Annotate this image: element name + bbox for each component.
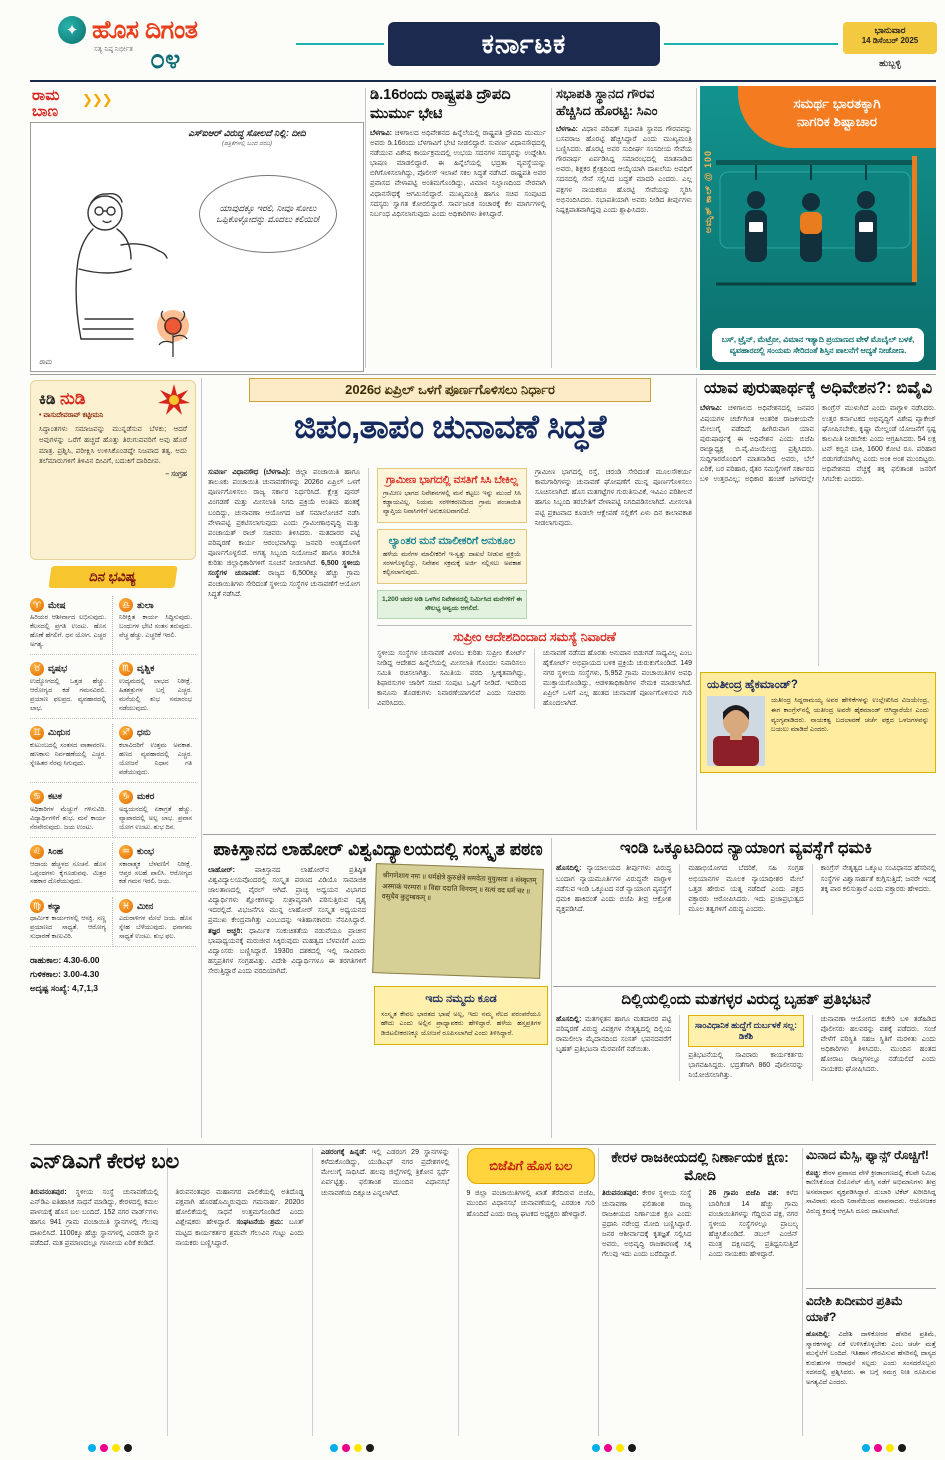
article-body: 9 ಜಿಲ್ಲಾ ಪಂಚಾಯಿತಿಗಳಲ್ಲಿ ಖಾತೆ ತೆರೆದಿರುವ ಬಿಜೆಪಿ, ಮುಂದಿನ ವಿಧಾನಸಭೆ ಚುನಾವಣೆಯಲ್ಲಿ ಎರಡಂಕಿ ಗುರಿ ಹೊಂದಿದೆ ಎಂದು ರಾಜ್ಯ ಘಟಕದ ಅಧ್ಯಕ್ಷರು ಹೇಳಿದ್ದಾರೆ. xyxy=(466,1190,595,1218)
ad-banner-line2: ನಾಗರಿಕ ಶಿಷ್ಟಾಚಾರ xyxy=(797,114,877,130)
article-headline: ಕೇರಳ ರಾಜಕೀಯದಲ್ಲಿ ನಿರ್ಣಾಯಕ ಕ್ಷಣ: ಮೋದಿ xyxy=(611,1149,789,1184)
article-body: ಕಳೆದ ಬಾರಿಗಿಂತ 14 ಹೆಚ್ಚು ಗ್ರಾಮ ಪಂಚಾಯಿತಿಗಳನ್ನು ಗೆದ್ದಿರುವ ಪಕ್ಷ, ನಗರ ಸ್ಥಳೀಯ ಸಂಸ್ಥೆಗಳಲ್ಲೂ ಪ್ರಾಬಲ್ಯ ಹೆಚ್ಚಿಸಿಕೊಂಡಿದೆ. ಡಬಲ್ ಎಂಜಿನ್ ಮಂತ್ರ ದಕ್ಷಿಣದಲ್ಲಿ ಪ್ರತಿಧ್ವನಿಸುತ್ತಿದೆ ಎಂದು ನಾಯಕರು ಹೇಳಿದ್ದಾರೆ. xyxy=(708,1190,798,1259)
horoscope-entry: ♏ ವೃಶ್ಚಿಕ ಉದ್ಯಮದಲ್ಲಿ ಲಾಭದ ನಿರೀಕ್ಷೆ. ಹಿತಶತ್ರುಗಳ ಬಗ್ಗೆ ಎಚ್ಚರ. ಮನೆಯಲ್ಲಿ ಶುಭ ಸಮಾರಂಭ ನಡೆಯುವುದು. xyxy=(113,660,196,719)
politician-photo xyxy=(707,696,765,766)
lead-body-2: ಗ್ರಾಮೀಣ ಭಾಗದಲ್ಲಿ ರಸ್ತೆ, ಚರಂಡಿ ಸೇರಿದಂತೆ ಮೂಲಸೌಕರ್ಯ ಕಾಮಗಾರಿಗಳನ್ನು ಚುನಾವಣೆ ಘೋಷಣೆಗೆ ಮುನ್ನ ಪೂರ್ಣಗೊಳಿಸಲು ಸೂಚಿಸಲಾಗಿದೆ. ಹೊಸ ಮತಗಟ್ಟೆಗಳ ಗುರುತಿಸುವಿಕೆ, ಇವಿಎಂ ಪರಿಶೀಲನೆ ಹಾಗೂ ಸಿಬ್ಬಂದಿ ತರಬೇತಿಗೆ ವೇಳಾಪಟ್ಟಿ ನಿಗದಿಪಡಿಸಲಾಗಿದೆ. ಮೀಸಲಾತಿ ಪಟ್ಟಿ ಪ್ರಕಟವಾದ ಕೂಡಲೇ ಆಕ್ಷೇಪಣೆ ಸಲ್ಲಿಕೆಗೆ ಏಳು ದಿನ ಕಾಲಾವಕಾಶ ನೀಡಲಾಗುವುದು. xyxy=(535,469,692,527)
fact-box-stack xyxy=(377,468,527,619)
fact-box-note: 1,200 ಚದರ ಅಡಿ ಒಳಗಿನ ನಿವೇಶನದಲ್ಲಿ ನಿರ್ಮಿಸಿದ ಮನೆಗಳಿಗೆ ಈ ಸೌಲಭ್ಯ ಅನ್ವಯ ಆಗಲಿದೆ. xyxy=(377,590,527,618)
date-box xyxy=(843,22,937,54)
lead-body-3: ಸ್ಥಳೀಯ ಸಂಸ್ಥೆಗಳ ಚುನಾವಣೆ ವಿಳಂಬ ಕುರಿತು ಸುಪ್ರೀಂ ಕೋರ್ಟ್ ನೀಡಿದ್ದ ಆದೇಶದ ಹಿನ್ನೆಲೆಯಲ್ಲಿ ಮೀಸಲಾತಿ ಗೊಂದಲ ನಿವಾರಿಸಲು ಸಮಿತಿ ರಚಿಸಲಾಗಿತ್ತು. ಸಮಿತಿಯ ವರದಿ ಸ್ವೀಕೃತವಾಗಿದ್ದು, ಶಿಫಾರಸುಗಳ ಜಾರಿಗೆ ಸಚಿವ ಸಂಪುಟ ಒಪ್ಪಿಗೆ ನೀಡಿದೆ. ಇದರಿಂದ ಕಾನೂನು ತೊಡಕುಗಳು ನಿವಾರಣೆಯಾಗಲಿವೆ ಎಂದು ಸಚಿವರು ವಿವರಿಸಿದರು. xyxy=(377,649,526,708)
article-headline: ಪಾಕಿಸ್ತಾನದ ಲಾಹೋರ್ ವಿಶ್ವವಿದ್ಯಾಲಯದಲ್ಲಿ ಸಂಸ್ಕೃತ ಪಠಣ xyxy=(213,839,543,859)
article-headline: ಇಂಡಿ ಒಕ್ಕೂಟದಿಂದ ನ್ಯಾಯಾಂಗ ವ್ಯವಸ್ಥೆಗೆ ಧಮಕಿ xyxy=(620,839,872,857)
article-indi-judiciary xyxy=(556,838,936,982)
article-body: ಪಾಕಿಸ್ತಾನದ ಲಾಹೋರ್‌ನ ಪ್ರತಿಷ್ಠಿತ ವಿಶ್ವವಿದ್ಯಾಲಯವೊಂದರಲ್ಲಿ ಸಂಸ್ಕೃತ ಪಠಣದ ವಿಡಿಯೊ ಸಾಮಾಜಿಕ ಜಾಲತಾಣದಲ್ಲಿ ವೈರಲ್ ಆಗಿದೆ. ಪ್ರಾಚ್ಯ ಅಧ್ಯಯನ ವಿಭಾಗದ ವಿದ್ಯಾರ್ಥಿಗಳು ಶ್ಲೋಕಗಳನ್ನು ಸುಶ್ರಾವ್ಯವಾಗಿ ಪಠಿಸುತ್ತಿರುವ ದೃಶ್ಯ ಇದರಲ್ಲಿದೆ. ವಿಭಜನೆಗೂ ಮುನ್ನ ಲಾಹೋರ್ ಸಂಸ್ಕೃತ ಅಧ್ಯಯನದ ಪ್ರಮುಖ ಕೇಂದ್ರವಾಗಿತ್ತು ಎಂಬುದನ್ನು ಇತಿಹಾಸಕಾರರು ನೆನಪಿಸಿದ್ದಾರೆ. xyxy=(208,866,366,925)
print-registration-marks xyxy=(862,1444,906,1452)
article-col xyxy=(556,1015,671,1082)
daily-horoscope xyxy=(30,566,196,1138)
article-col xyxy=(30,1148,159,1436)
article-headline: ಡಿ.16ರಂದು ರಾಷ್ಟ್ರಪತಿ ದ್ರೌಪದಿ ಮುರ್ಮು ಭೇಟಿ xyxy=(370,87,511,122)
cartoon-subcaption: (ಪತ್ರಿಕೆಗಳಲ್ಲಿ ಬಂದ ವರದಿ) xyxy=(221,141,273,147)
cyan-dot xyxy=(88,1444,96,1452)
fact-box-body: ಗ್ರಾಮೀಣ ಭಾಗದ ನಿವೇಶನಗಳಲ್ಲಿ ಮನೆ ಕಟ್ಟಲು ಇನ್ನು ಮುಂದೆ ಸಿಸಿ ಕಡ್ಡಾಯವಿಲ್ಲ. ನಿಯಮ ಸರಳೀಕರಣದಿಂದ ಗ್ರಾಮ ಪಂಚಾಯಿತಿ ವ್ಯಾಪ್ತಿಯ ನಿವಾಸಿಗಳಿಗೆ ಅನುಕೂಲವಾಗಲಿದೆ. xyxy=(383,490,521,516)
dateline: ಸುವರ್ಣ ವಿಧಾನಸೌಧ (ಬೆಳಗಾವಿ): xyxy=(208,469,291,477)
rahu-kala: ರಾಹುಕಾಲ: 4.30-6.00 xyxy=(30,955,100,966)
divider xyxy=(696,378,697,830)
article-body: ತಿರುವನಂತಪುರ ಮಹಾನಗರ ಪಾಲಿಕೆಯಲ್ಲಿ ಅತಿದೊಡ್ಡ ಪಕ್ಷವಾಗಿ ಹೊರಹೊಮ್ಮಿರುವುದು ಗಮನಾರ್ಹ. 2020ರ ಹೋಲಿಕೆಯಲ್ಲಿ ಸಾಧನೆ ಉತ್ತಮಗೊಂಡಿದೆ ಎಂದು ವಿಶ್ಲೇಷಕರು ಹೇಳಿದ್ದಾರೆ. xyxy=(175,1189,304,1227)
lead-article-elections xyxy=(208,378,692,830)
yellow-dot xyxy=(354,1444,362,1452)
bjp-gain-badge: ಬಿಜೆಪಿಗೆ ಹೊಸ ಬಲ xyxy=(467,1148,596,1184)
divider xyxy=(365,88,366,368)
inline-subhead: ತಜ್ಞರ ಅಚ್ಚರಿ: xyxy=(208,927,250,935)
highlight-text: ರಾಜ್ಯದ 6,500ಕ್ಕೂ ಹೆಚ್ಚು ಗ್ರಾಮ ಪಂಚಾಯಿತಿಗಳು ಸೇರಿದಂತೆ ಸ್ಥಳೀಯ ಸಂಸ್ಥೆಗಳ ಚುನಾವಣೆಗೆ ಆಯೋಗ ಸಿದ್ಧತೆ ನಡೆಸಿದೆ. xyxy=(208,570,360,598)
manuscript-image: श्रीगणेशाय नमः ॥ धर्मक्षेत्रे कुरुक्षेत्रे समवेता युयुत्सवः ॥ संस्कृतम् अस्माकं परम्परा ॥ विद्या ददाति विनयम् ॥ सत्यं वद धर्मं चर ॥ वसुधैव कुटुम्बकम् ॥ xyxy=(372,863,544,979)
article-body: ಧಾರ್ಮಿಕ ಸಂಕುಚಿತತೆಯ ನಡುವೆಯೂ ಪ್ರಾಚೀನ ಭಾಷಾಧ್ಯಯನಕ್ಕೆ ಮರುಜೀವ ಸಿಕ್ಕಿರುವುದು ಮಹತ್ವದ ಬೆಳವಣಿಗೆ ಎಂದು ವಿದ್ವಾಂಸರು ಬಣ್ಣಿಸಿದ್ದಾರೆ. 1930ರ ದಶಕದಲ್ಲಿ ಇಲ್ಲಿ ಸಾವಿರಾರು ಹಸ್ತಪ್ರತಿಗಳ ಸಂಗ್ರಹವಿತ್ತು. ವಿದೇಶಿ ವಿದ್ಯಾರ್ಥಿಗಳೂ ಈ ತರಗತಿಗಳಿಗೆ ಸೇರುತ್ತಿದ್ದಾರೆ ಎಂದು ವರದಿಯಾಗಿದೆ. xyxy=(208,927,366,976)
zodiac-icon: ♐ xyxy=(119,726,133,740)
quote-attribution: • ವಾಸುದೇವರಾವ್ ಕಟ್ಟೀಮನಿ xyxy=(39,412,104,419)
date-label: 14 ಡಿಸೆಂಬರ್ 2025 xyxy=(861,35,919,45)
civic-etiquette-ad xyxy=(700,86,936,370)
box-body: ಸಂಸ್ಕೃತ ಕೇವಲ ಭಾರತದ ಭಾಷೆ ಅಲ್ಲ, ಇದು ನಮ್ಮ ನೆಲದ ಪರಂಪರೆಯೂ ಹೌದು ಎಂದು ಅಲ್ಲಿನ ಪ್ರಾಧ್ಯಾಪಕರು ಹೇಳಿದ್ದಾರೆ. ಹಳೆಯ ಹಸ್ತಪ್ರತಿಗಳ ಡಿಜಿಟಲೀಕರಣಕ್ಕೂ ಯೋಜನೆ ರೂಪಿಸಲಾಗಿದೆ ಎಂದು ತಿಳಿಸಿದ್ದಾರೆ. xyxy=(381,1010,541,1037)
paper-logo-icon: ✦ xyxy=(58,16,86,44)
divider xyxy=(553,986,936,987)
zodiac-icon: ♍ xyxy=(30,899,44,913)
zodiac-icon: ♏ xyxy=(119,662,133,676)
box-title: ಸಾಂವಿಧಾನಿಕ ಹುದ್ದೆಗೆ ದುರ್ಬಳಕೆ ಸಲ್ಲ: ಡಿಕೆಶಿ xyxy=(694,1019,797,1041)
horoscope-entry: ♋ ಕಟಕ ಅಧಿಕಾರಿಗಳ ಮೆಚ್ಚುಗೆ ಗಳಿಸುವಿರಿ. ವಿದ್ಯಾರ್ಥಿಗಳಿಗೆ ಶುಭ. ಮನೆ ಕಾರ್ಯ ನೆರವೇರುವುದು. ಜಯ ಉಂಟು. xyxy=(30,788,113,838)
divider xyxy=(30,80,936,82)
quote-body: ಸಿದ್ಧಾಂತಗಳು ಸಮಾಜವನ್ನು ಮುನ್ನಡೆಸುವ ಬೆಳಕು; ಆದರೆ ಅವುಗಳನ್ನು ಒರೆಗೆ ಹಚ್ಚದೆ ಹೊತ್ತು ತಿರುಗುವವರಿಗೆ ಅವು ಹೊರೆ ಮಾತ್ರ. ಪ್ರಶ್ನಿಸಿ, ಪರೀಕ್ಷಿಸಿ ಉಳಿಸಿಕೊಂಡದ್ದೇ ನಿಜವಾದ ತತ್ವ. ಅದು ತಲೆಮಾರುಗಳಿಗೆ ತಿಳಿವಿನ ದೀವಿಗೆ, ಬದುಕಿಗೆ ದಾರಿದೀಪ. xyxy=(39,424,187,466)
article-body: ಚಳಿಗಾಲದ ಅಧಿವೇಶನದಲ್ಲಿ ಜನಪರ ವಿಷಯಗಳ ಚರ್ಚೆಗಿಂತ ಆಂತರಿಕ ರಾಜಕೀಯವೇ ಮೇಲುಗೈ ಪಡೆದಿದೆ; ಹೀಗಿರುವಾಗ ಯಾವ ಪುರುಷಾರ್ಥಕ್ಕೆ ಈ ಅಧಿವೇಶನ ಎಂದು ಬಿಜೆಪಿ ರಾಜ್ಯಾಧ್ಯಕ್ಷ ಬಿ.ವೈ.ವಿಜಯೇಂದ್ರ ಪ್ರಶ್ನಿಸಿದರು. ಸುದ್ದಿಗಾರರೊಂದಿಗೆ ಮಾತನಾಡಿದ ಅವರು, ಬೆಲೆ ಏರಿಕೆ, ಬರ ಪರಿಹಾರ, ರೈತರ ಸಮಸ್ಯೆಗಳಿಗೆ ಸರ್ಕಾರದ ಬಳಿ ಉತ್ತರವಿಲ್ಲ; ಅಧಿಕಾರ ಹಂಚಿಕೆ ಜಗಳದಲ್ಲೇ ಕಾಂಗ್ರೆಸ್ ಮುಳುಗಿದೆ ಎಂದು ವಾಗ್ದಾಳಿ ನಡೆಸಿದರು. ಉತ್ತರ ಕರ್ನಾಟಕದ ಅಭಿವೃದ್ಧಿಗೆ ವಿಶೇಷ ಪ್ಯಾಕೇಜ್ ಘೋಷಿಸಬೇಕು, ಕೃಷ್ಣಾ ಮೇಲ್ದಂಡೆ ಯೋಜನೆಗೆ ಸ್ಪಷ್ಟ ಕಾಲಮಿತಿ ನೀಡಬೇಕು ಎಂದು ಆಗ್ರಹಿಸಿದರು. 54 ಲಕ್ಷ ಟನ್ ಕಬ್ಬಿನ ಬಾಕಿ, 1600 ಕೋಟಿ ರೂ. ಪರಿಹಾರ ಬಿಡುಗಡೆಯಾಗಿಲ್ಲ ಎಂದು ಅಂಕಿ ಅಂಶ ಮುಂದಿಟ್ಟರು. ಅಧಿವೇಶನದ ವೆಚ್ಚಕ್ಕೆ ತಕ್ಕ ಫಲಿತಾಂಶ ಜನರಿಗೆ ಸಿಗಬೇಕು ಎಂದರು. xyxy=(700,405,936,484)
fact-box-title: ಗ್ರಾಮೀಣ ಭಾಗದಲ್ಲಿ ವಸತಿಗೆ ಸಿಸಿ ಬೇಕಿಲ್ಲ xyxy=(385,474,519,487)
divider xyxy=(296,43,384,45)
lead-col-2 xyxy=(535,468,692,619)
cyan-dot xyxy=(330,1444,338,1452)
box-body: ಯತೀಂದ್ರ ಸಿದ್ದರಾಮಯ್ಯ ಅವರ ಹೇಳಿಕೆಗಳನ್ನು ಉಲ್ಲೇಖಿಸಿದ ವಿಜಯೇಂದ್ರ, ಈಗ ಕಾಂಗ್ರೆಸ್‌ನಲ್ಲಿ ಯತೀಂದ್ರ ಅವರೇ ಹೈಕಮಾಂಡ್ ಆಗಿದ್ದಾರೆಯೇ ಎಂದು ವ್ಯಂಗ್ಯವಾಡಿದರು. ನಾಯಕತ್ವ ಬದಲಾವಣೆ ಚರ್ಚೆ ಪಕ್ಷದ ಒಳಜಗಳವನ್ನು ಬಯಲು ಮಾಡಿದೆ ಎಂದರು. xyxy=(771,697,929,734)
star-burst-icon xyxy=(157,383,191,417)
zodiac-icon: ♑ xyxy=(119,790,133,804)
black-dot xyxy=(124,1444,132,1452)
divider xyxy=(203,834,936,835)
article-messi xyxy=(806,1148,936,1284)
zodiac-icon: ♈ xyxy=(30,598,44,612)
lead-subhead: ಸುಪ್ರೀಂ ಆದೇಶದಿಂದಾದ ಸಮಸ್ಯೆ ನಿವಾರಣೆ xyxy=(377,625,692,645)
divider xyxy=(30,1144,936,1145)
horoscope-entry: ♓ ಮೀನ ಎದುರಾಳಿಗಳ ಮೇಲೆ ಜಯ. ಹೊಸ ಸ್ನೇಹ ಬೆಳೆಯುವುದು. ಧನಾಗಮ ಸಾಧ್ಯತೆ ಉಂಟು. ಶುಭ ಫಲ. xyxy=(113,897,196,947)
article-body: ಕೇರಳ ಸ್ಥಳೀಯ ಸಂಸ್ಥೆ ಚುನಾವಣಾ ಫಲಿತಾಂಶ ರಾಜ್ಯ ರಾಜಕೀಯದ ನಿರ್ಣಾಯಕ ಕ್ಷಣ ಎಂದು ಪ್ರಧಾನಿ ನರೇಂದ್ರ ಮೋದಿ ಬಣ್ಣಿಸಿದ್ದಾರೆ. ಜನರ ಆಶೀರ್ವಾದಕ್ಕೆ ಕೃತಜ್ಞತೆ ಸಲ್ಲಿಸಿದ ಅವರು, ಅಭಿವೃದ್ಧಿ ರಾಜಕಾರಣಕ್ಕೆ ಸಿಕ್ಕ ಗೆಲುವು ಇದು ಎಂದು ಬರೆದಿದ್ದಾರೆ. xyxy=(602,1190,692,1259)
dateline: ತಿರುವನಂತಪುರ: xyxy=(602,1190,639,1198)
lead-col-3 xyxy=(377,649,526,710)
article-col xyxy=(556,864,671,915)
article-body: ಚಳಿಗಾಲದ ಅಧಿವೇಶನದ ಹಿನ್ನೆಲೆಯಲ್ಲಿ ರಾಷ್ಟ್ರಪತಿ ದ್ರೌಪದಿ ಮುರ್ಮು ಅವರು ಡಿ.16ರಂದು ಬೆಳಗಾವಿಗೆ ಭೇಟಿ ನೀಡಲಿದ್ದಾರೆ. ಸುವರ್ಣ ವಿಧಾನಸೌಧದಲ್ಲಿ ನಡೆಯುವ ವಿಶೇಷ ಕಾರ್ಯಕ್ರಮದಲ್ಲಿ ಉಭಯ ಸದನಗಳ ಸದಸ್ಯರನ್ನು ಉದ್ದೇಶಿಸಿ ಭಾಷಣ ಮಾಡಲಿದ್ದಾರೆ. ಈ ಹಿನ್ನೆಲೆಯಲ್ಲಿ ಭದ್ರತಾ ವ್ಯವಸ್ಥೆಯನ್ನು ಬಿಗಿಗೊಳಿಸಲಾಗಿದ್ದು, ಪೊಲೀಸ್ ಇಲಾಖೆ ಸಕಲ ಸಿದ್ಧತೆ ನಡೆಸಿದೆ. ರಾಷ್ಟ್ರಪತಿ ಅವರ ಪ್ರವಾಸದ ವೇಳಾಪಟ್ಟಿ ಅಂತಿಮಗೊಂಡಿದ್ದು, ವಿಮಾನ ನಿಲ್ದಾಣದಿಂದ ನೇರವಾಗಿ ವಿಧಾನಸೌಧಕ್ಕೆ ಆಗಮಿಸಲಿದ್ದಾರೆ. ಮುಖ್ಯಮಂತ್ರಿ ಹಾಗೂ ಸಚಿವ ಸಂಪುಟದ ಸದಸ್ಯರು ಸ್ವಾಗತ ಕೋರಲಿದ್ದಾರೆ. ಸಾರ್ವಜನಿಕ ಸಂಚಾರಕ್ಕೆ ಕೆಲ ಮಾರ್ಗಗಳಲ್ಲಿ ನಿರ್ಬಂಧ ವಿಧಿಸಲಾಗುವುದು ಎಂದು ಅಧಿಕಾರಿಗಳು ತಿಳಿಸಿದ್ದಾರೆ. xyxy=(370,129,546,218)
article-col xyxy=(602,1189,692,1260)
article-body: ಮತಗಳ್ಳತನ ಹಾಗೂ ಮತದಾರರ ಪಟ್ಟಿ ಪರಿಷ್ಕರಣೆ ವಿರುದ್ಧ ವಿಪಕ್ಷಗಳ ನೇತೃತ್ವದಲ್ಲಿ ದಿಲ್ಲಿಯ ರಾಮಲೀಲಾ ಮೈದಾನದಿಂದ ಸಂಸತ್ ಭವನದವರೆಗೆ ಬೃಹತ್ ಪ್ರತಿಭಟನಾ ಮೆರವಣಿಗೆ ನಡೆಯಿತು. xyxy=(556,1015,672,1053)
fact-box-title: ಲ್ಯಾಂತರ ಮನೆ ಮಾಲೀಕರಿಗೆ ಅನುಕೂಲ xyxy=(388,535,516,548)
article-lahore-sanskrit xyxy=(208,838,548,1138)
chevrons-icon: ❯❯❯ xyxy=(82,92,112,107)
article-headline: ಮಿನಾದ ಮೆಸ್ಸಿ, ಫ್ಯಾನ್ಸ್ ರೊಚ್ಚಿಗೆ! xyxy=(806,1148,929,1162)
horoscope-entry: ♈ ಮೇಷ ಹಿರಿಯರ ಆಶೀರ್ವಾದ ಲಭಿಸುವುದು. ಕೆಲಸದಲ್ಲಿ ಪ್ರಗತಿ ಉಂಟು. ಹೊಸ ಹೊಣೆ ಹೆಗಲಿಗೆ. ಧನ ಯೋಗ. ಎಚ್ಚರ ಅಗತ್ಯ. xyxy=(30,596,113,655)
magenta-dot xyxy=(604,1444,612,1452)
ad-banner xyxy=(738,86,936,148)
article-murmu-visit xyxy=(370,86,546,370)
cartoon-column-label xyxy=(32,88,60,120)
article-body: ಚುನಾವಣಾ ಆಯೋಗದ ಕಚೇರಿ ಬಳಿ ತಡೆಹಿಡಿದ ಪೊಲೀಸರು ಹಲವರನ್ನು ವಶಕ್ಕೆ ಪಡೆದರು. ಸಂಜೆ ವೇಳೆಗೆ ಪರಿಸ್ಥಿತಿ ಸಹಜ ಸ್ಥಿತಿಗೆ ಮರಳಿತು ಎಂದು ಅಧಿಕಾರಿಗಳು ತಿಳಿಸಿದರು. ಮುಂದಿನ ಹಂತದ ಹೋರಾಟ ರಾಜ್ಯಗಳಲ್ಲೂ ನಡೆಯಲಿದೆ ಎಂದು ನಾಯಕರು ಘೋಷಿಸಿದರು. xyxy=(820,1015,936,1074)
article-col xyxy=(700,1189,799,1260)
divider xyxy=(802,1148,803,1436)
kidi-nudi-quote-box xyxy=(30,380,196,560)
article-headline: ವಿದೇಶಿ ಖದೀಮರ ಪ್ರತಿಮೆ ಯಾಕೆ? xyxy=(806,1294,903,1324)
divider xyxy=(696,88,697,368)
article-col xyxy=(812,864,936,915)
dateline: ಬೆಳಗಾವಿ: xyxy=(700,405,722,413)
cartoonist-signature: ರಾಮ xyxy=(39,359,52,366)
lucky-numbers: ಅದೃಷ್ಟ ಸಂಖ್ಯೆ: 4,7,1,3 xyxy=(30,982,99,993)
dateline: ಹೊಸದಿಲ್ಲಿ: xyxy=(806,1331,830,1339)
article-body-columns xyxy=(700,404,936,666)
article-col xyxy=(679,1015,803,1082)
cyan-dot xyxy=(862,1444,870,1452)
page-number: ೦೪ xyxy=(150,44,181,74)
inline-subhead: ಸಂಘಟನೆಯ ಶ್ರಮ: xyxy=(236,1219,289,1227)
article-body: ಪ್ರತಿಭಟನೆಯಲ್ಲಿ ಸಾವಿರಾರು ಕಾರ್ಯಕರ್ತರು ಭಾಗವಹಿಸಿದ್ದರು. ಭದ್ರತೆಗಾಗಿ 860 ಪೊಲೀಸರನ್ನು ನಿಯೋಜಿಸಲಾಗಿತ್ತು. xyxy=(688,1051,804,1079)
lead-headline: ಜಿಪಂ,ತಾಪಂ ಚುನಾವಣೆ ಸಿದ್ಧತೆ xyxy=(294,408,606,445)
lead-col-4 xyxy=(534,649,692,710)
yellow-dot xyxy=(616,1444,624,1452)
article-nda-kerala xyxy=(30,1148,595,1436)
dateline: ಕೊಚ್ಚಿ: xyxy=(806,1169,821,1177)
nudi-title: ನುಡಿ xyxy=(59,389,86,408)
divider xyxy=(664,43,838,45)
yellow-dot xyxy=(886,1444,894,1452)
cartoon-label-line1: ರಾಮ xyxy=(32,87,60,104)
zodiac-icon: ♎ xyxy=(119,598,133,612)
fact-box-owners xyxy=(377,529,527,584)
horoscope-title: ದಿನ ಭವಿಷ್ಯ xyxy=(48,566,177,588)
commuters-illustration xyxy=(716,156,922,288)
horoscope-grid xyxy=(30,596,196,947)
print-registration-marks xyxy=(592,1444,636,1452)
box-title: ಇದು ನಮ್ಮದು ಕೂಡ xyxy=(425,992,497,1005)
dateline: ಲಾಹೋರ್: xyxy=(208,866,235,874)
article-body: ಕೇರಳ ಪ್ರವಾಸದ ವೇಳೆ ಕ್ರೀಡಾಂಗಣದಲ್ಲಿ ಕೆಲವೇ ನಿಮಿಷ ಕಾಣಿಸಿಕೊಂಡ ಲಿಯೊನೆಲ್ ಮೆಸ್ಸಿ ನಡೆಗೆ ಅಭಿಮಾನಿಗಳು ತೀವ್ರ ಅಸಮಾಧಾನ ವ್ಯಕ್ತಪಡಿಸಿದ್ದಾರೆ. ದುಬಾರಿ ಟಿಕೆಟ್ ಖರೀದಿಸಿದ್ದ ಸಾವಿರಾರು ಮಂದಿ ನಿರಾಸೆಯಿಂದ ವಾಪಸಾದರು. ಆಯೋಜಕರ ವಿರುದ್ಧ ಕ್ರಮಕ್ಕೆ ಆಗ್ರಹಿಸಿ ದೂರು ದಾಖಲಾಗಿದೆ. xyxy=(806,1169,936,1215)
article-col xyxy=(208,866,366,1046)
quote-box xyxy=(374,986,548,1046)
horoscope-entry: ♑ ಮಕರ ಅಧ್ಯಯನದಲ್ಲಿ ಏಕಾಗ್ರತೆ ಹೆಚ್ಚು. ವ್ಯಾಪಾರದಲ್ಲಿ ಅಲ್ಪ ಲಾಭ. ಪ್ರವಾಸ ಯೋಗ ಉಂಟು. ಶುಭ ದಿನ. xyxy=(113,788,196,838)
horoscope-entry: ♌ ಸಿಂಹ ಆದಾಯ ಹೆಚ್ಚಳದ ಸೂಚನೆ. ಹೊಸ ಒಪ್ಪಂದಗಳು ಕೈಗೂಡುವವು. ಮಿತ್ರರ ಸಹಕಾರ ದೊರೆಯುವುದು. xyxy=(30,843,113,893)
dateline: ಬೆಳಗಾವಿ: xyxy=(370,129,392,137)
cartoon-panel xyxy=(30,122,364,372)
dks-quote-box xyxy=(688,1015,803,1047)
article-col xyxy=(812,1015,936,1082)
kicker-strip: 2026ರ ಏಪ್ರಿಲ್ ಒಳಗೆ ಪೂರ್ಣಗೊಳಿಸಲು ನಿರ್ಧಾರ xyxy=(249,378,651,402)
magenta-dot xyxy=(342,1444,350,1452)
inline-subhead: ಎಡರಂಗಕ್ಕೆ ಹಿನ್ನಡೆ: xyxy=(321,1149,372,1156)
article-body: ನ್ಯಾಯಾಲಯದ ತೀರ್ಪುಗಳು ವಿರುದ್ಧ ಬಂದಾಗ ನ್ಯಾಯಮೂರ್ತಿಗಳ ವಿರುದ್ಧವೇ ವಾಗ್ದಾಳಿ ನಡೆಸುವ ಇಂಡಿ ಒಕ್ಕೂಟದ ನಡೆ ನ್ಯಾಯಾಂಗ ವ್ಯವಸ್ಥೆಗೆ ಧಮಕಿ ಹಾಕಿದಂತೆ ಎಂದು ಬಿಜೆಪಿ ತೀವ್ರ ಆಕ್ರೋಶ ವ್ಯಕ್ತಪಡಿಸಿದೆ. xyxy=(556,865,672,913)
article-delhi-protest xyxy=(556,990,936,1138)
article-body: ವಿಧಾನ ಪರಿಷತ್ ಸಭಾಪತಿ ಸ್ಥಾನದ ಗೌರವವನ್ನು ಬಸವರಾಜ ಹೊರಟ್ಟಿ ಹೆಚ್ಚಿಸಿದ್ದಾರೆ ಎಂದು ಮುಖ್ಯಮಂತ್ರಿ ಬಣ್ಣಿಸಿದರು. ಹೊರಟ್ಟಿ ಅವರ ಸುದೀರ್ಘ ಸಂಸದೀಯ ಸೇವೆಯ ಗೌರವಾರ್ಥ ಏರ್ಪಡಿಸಿದ್ದ ಸಮಾರಂಭದಲ್ಲಿ ಮಾತನಾಡಿದ ಅವರು, ಶಿಕ್ಷಕರ ಕ್ಷೇತ್ರದಿಂದ ಆಯ್ಕೆಯಾಗಿ ದಾಖಲೆಯ ಅವಧಿಗೆ ಸದನದಲ್ಲಿ ಸೇವೆ ಸಲ್ಲಿಸಿದ ಬದ್ಧತೆ ಮಾದರಿ ಎಂದರು. ಎಲ್ಲ ಪಕ್ಷಗಳ ನಾಯಕರೂ ಹೊರಟ್ಟಿ ಸೇವೆಯನ್ನು ಸ್ಮರಿಸಿ ಅಭಿನಂದಿಸಿದರು. ಸಭಾಪತಿಯಾಗಿ ಅವರು ನೀಡಿದ ತೀರ್ಪುಗಳು ನಿಷ್ಪಕ್ಷಪಾತವಾಗಿದ್ದವು ಎಂದು ಶ್ಲಾಘಿಸಿದರು. xyxy=(556,125,692,214)
dateline: ಬೆಳಗಾವಿ: xyxy=(556,125,578,133)
gulika-kala: ಗುಳಿಕಕಾಲ: 3.00-4.30 xyxy=(30,968,100,979)
article-col xyxy=(679,864,803,915)
fact-box-housing xyxy=(377,468,527,523)
black-dot xyxy=(628,1444,636,1452)
dateline: ಹೊಸದಿಲ್ಲಿ: xyxy=(556,1015,582,1023)
article-col xyxy=(312,1148,450,1436)
zodiac-icon: ♋ xyxy=(30,790,44,804)
dateline: ಹೊಸದಿಲ್ಲಿ: xyxy=(556,865,582,873)
article-body: ಬೂತ್ ಮಟ್ಟದ ಕಾರ್ಯಕರ್ತರ ಶ್ರಮವೇ ಗೆಲುವಿನ ಗುಟ್ಟು ಎಂದು ನಾಯಕರು ಬಣ್ಣಿಸಿದ್ದಾರೆ. xyxy=(175,1219,304,1247)
divider xyxy=(30,374,936,375)
article-headline: ಯಾವ ಪುರುಷಾರ್ಥಕ್ಕೆ ಅಧಿವೇಶನ?: ಬಿವೈವಿ xyxy=(703,379,933,397)
highlight-label: 6,500 ಸ್ಥಳೀಯ ಸಂಸ್ಥೆಗಳ ಚುನಾವಣೆ: xyxy=(208,560,360,578)
article-headline: ಎನ್‌ಡಿಎಗೆ ಕೇರಳ ಬಲ xyxy=(30,1150,180,1173)
article-horatti xyxy=(556,86,692,370)
article-body: ವಿದೇಶಿ ದಾಳಿಕೋರರ ಹೆಸರಿನ ಪ್ರತಿಮೆ, ಸ್ಮಾರಕಗಳನ್ನು ಏಕೆ ಉಳಿಸಿಕೊಳ್ಳಬೇಕು ಎಂಬ ಚರ್ಚೆ ಮತ್ತೆ ಮುನ್ನೆಲೆಗೆ ಬಂದಿದೆ. ಇತಿಹಾಸ ಗೌರವಿಸುವ ಹೆಸರಿನಲ್ಲಿ ದಾಸ್ಯದ ಕುರುಹುಗಳ ಆರಾಧನೆ ಸಲ್ಲದು ಎಂದು ಸಂಸದರೊಬ್ಬರು ಸದನದಲ್ಲಿ ಪ್ರಶ್ನಿಸಿದರು. ಈ ಬಗ್ಗೆ ಸಮಗ್ರ ನೀತಿ ರೂಪಿಸುವ ಅಗತ್ಯವಿದೆ ಎಂದರು. xyxy=(806,1331,936,1386)
horoscope-entry: ♍ ಕನ್ಯಾ ಧಾರ್ಮಿಕ ಕಾರ್ಯಗಳಲ್ಲಿ ಆಸಕ್ತಿ. ಸಣ್ಣ ಪ್ರಯಾಣದ ಸಾಧ್ಯತೆ. ಆರೋಗ್ಯ ಸುಧಾರಣೆ ಕಾಣುವಿರಿ. xyxy=(30,897,113,947)
kidi-title: ಕಿಡಿ xyxy=(39,391,56,408)
article-modi-kerala xyxy=(602,1148,798,1436)
ad-vertical-text: ಅಮೃತ್ ಕಾಲ್ @ 100 xyxy=(703,150,713,234)
article-col xyxy=(458,1148,596,1436)
inline-subhead: 26 ಗ್ರಾಪಂ ಬಿಜೆಪಿ ವಶ: xyxy=(708,1190,787,1198)
yellow-dot xyxy=(112,1444,120,1452)
cartoon-drawing xyxy=(33,161,208,361)
article-body: ಮಹಾಭಿಯೋಗದ ಬೆದರಿಕೆ, ಸಹಿ ಸಂಗ್ರಹ ಅಭಿಯಾನಗಳ ಮೂಲಕ ನ್ಯಾಯಾಧೀಶರ ಮೇಲೆ ಒತ್ತಡ ಹೇರುವ ಯತ್ನ ನಡೆದಿದೆ ಎಂದು ಪಕ್ಷದ ವಕ್ತಾರರು ಆರೋಪಿಸಿದರು. ಇದು ಪ್ರಜಾಪ್ರಭುತ್ವದ ಮೂಲ ತತ್ವಗಳಿಗೆ ವಿರುದ್ಧ ಎಂದರು. xyxy=(688,865,804,913)
cyan-dot xyxy=(592,1444,600,1452)
article-body: ಸ್ಥಳೀಯ ಸಂಸ್ಥೆ ಚುನಾವಣೆಯಲ್ಲಿ ಎನ್‌ಡಿಎ ಐತಿಹಾಸಿಕ ಸಾಧನೆ ಮಾಡಿದ್ದು, ಕೇರಳದಲ್ಲಿ ಕಮಲ ಪಾಳಯಕ್ಕೆ ಹೊಸ ಬಲ ಬಂದಿದೆ. 152 ನಗರ ವಾರ್ಡ್‌ಗಳು ಹಾಗೂ 941 ಗ್ರಾಮ ಪಂಚಾಯಿತಿ ಸ್ಥಾನಗಳಲ್ಲಿ ಗೆಲುವು ದಾಖಲಿಸಿದೆ. 1100ಕ್ಕೂ ಹೆಚ್ಚು ಸ್ಥಾನಗಳಲ್ಲಿ ಎರಡನೇ ಸ್ಥಾನ ಪಡೆದಿದೆ. ಮತ ಪ್ರಮಾಣದಲ್ಲೂ ಗಣನೀಯ ಏರಿಕೆ ಕಂಡಿದೆ. xyxy=(30,1189,159,1247)
black-dot xyxy=(366,1444,374,1452)
article-media-col xyxy=(374,866,548,1046)
ad-message: ಬಸ್, ಟ್ರೈನ್, ಮೆಟ್ರೋ, ವಿಮಾನ ಇತ್ಯಾದಿ ಪ್ರಯಾಣದ ವೇಳೆ ಮೊಬೈಲ್ ಬಳಕೆ, ವ್ಯವಹಾರದಲ್ಲಿ ಸಂಯಮ ಸೇರಿದಂತೆ ಶಿಸ್ತಿನ ಪಾಲನೆಗೆ ಆದ್ಯತೆ ನೀಡೋಣ. xyxy=(712,328,924,362)
section-title: ಕರ್ನಾಟಕ xyxy=(388,22,660,66)
print-registration-marks xyxy=(330,1444,374,1452)
divider xyxy=(551,88,552,368)
lead-body-4: ಚುನಾವಣೆ ನಡೆಸದ ಹೊರತು ಅನುದಾನ ಬಿಡುಗಡೆ ಸಾಧ್ಯವಿಲ್ಲ ಎಂಬ ಹೈಕೋರ್ಟ್ ಅಭಿಪ್ರಾಯದ ಬಳಿಕ ಪ್ರಕ್ರಿಯೆ ಚುರುಕುಗೊಂಡಿದೆ. 149 ನಗರ ಸ್ಥಳೀಯ ಸಂಸ್ಥೆಗಳು, 5,952 ಗ್ರಾಮ ಪಂಚಾಯಿತಿಗಳ ಅವಧಿ ಮುಕ್ತಾಯಗೊಂಡಿದ್ದು, ಆಡಳಿತಾಧಿಕಾರಿಗಳ ನೇಮಕ ಮಾಡಲಾಗಿದೆ. ಏಪ್ರಿಲ್ ಒಳಗೆ ಎಲ್ಲ ಹಂತದ ಚುನಾವಣೆ ಪೂರ್ಣಗೊಳಿಸುವ ಗುರಿ ಹೊಂದಲಾಗಿದೆ. xyxy=(543,649,692,708)
fact-box-body: ಹಳೆಯ ಮನೆಗಳ ಮಾಲೀಕರಿಗೆ ಇ-ಸ್ವತ್ತು ದಾಖಲೆ ನೀಡುವ ಪ್ರಕ್ರಿಯೆ ಸರಳಗೊಳ್ಳಲಿದ್ದು, ನಿವೇಶನ ಸಕ್ರಮಕ್ಕೆ ಅರ್ಜಿ ಸಲ್ಲಿಸಲು ಅವಕಾಶ ಕಲ್ಪಿಸಲಾಗುವುದು. xyxy=(383,551,521,577)
edition-label: ಹುಬ್ಬಳ್ಳಿ xyxy=(879,58,901,68)
day-label: ಭಾನುವಾರ xyxy=(874,25,906,35)
divider xyxy=(598,1148,599,1436)
cartoon-label-line2: ಬಾಣ xyxy=(32,102,59,120)
article-body: ಇಲ್ಲಿ ಎಡರಂಗ 29 ಸ್ಥಾನಗಳನ್ನು ಕಳೆದುಕೊಂಡಿದ್ದು, ಯುಡಿಎಫ್ ನಗರ ಪ್ರದೇಶಗಳಲ್ಲಿ ಮೇಲುಗೈ ಸಾಧಿಸಿದೆ. ಹಲವು ಜಿಲ್ಲೆಗಳಲ್ಲಿ ತ್ರಿಕೋನ ಸ್ಪರ್ಧೆ ಏರ್ಪಟ್ಟಿತ್ತು. ಫಲಿತಾಂಶ ಮುಂದಿನ ವಿಧಾನಸಭೆ ಚುನಾವಣೆಯ ದಿಕ್ಸೂಚಿ ಎನ್ನಲಾಗಿದೆ. xyxy=(321,1149,450,1197)
lead-body-1: ಜಿಲ್ಲಾ ಪಂಚಾಯಿತಿ ಹಾಗೂ ತಾಲೂಕು ಪಂಚಾಯಿತಿ ಚುನಾವಣೆಗಳನ್ನು 2026ರ ಏಪ್ರಿಲ್ ಒಳಗೆ ಪೂರ್ಣಗೊಳಿಸಲು ರಾಜ್ಯ ಸರ್ಕಾರ ನಿರ್ಧರಿಸಿದೆ. ಕ್ಷೇತ್ರ ಪುನರ್ ವಿಂಗಡಣೆ ಮತ್ತು ಮೀಸಲಾತಿ ನಿಗದಿ ಪ್ರಕ್ರಿಯೆ ಅಂತಿಮ ಹಂತಕ್ಕೆ ಬಂದಿದ್ದು, ಚುನಾವಣಾ ಆಯೋಗದ ಜತೆ ಸಮಾಲೋಚನೆ ನಡೆಸಿ ವೇಳಾಪಟ್ಟಿ ಪ್ರಕಟಿಸಲಾಗುವುದು ಎಂದು ಗ್ರಾಮೀಣಾಭಿವೃದ್ಧಿ ಮತ್ತು ಪಂಚಾಯತ್ ರಾಜ್ ಸಚಿವರು ತಿಳಿಸಿದರು. ಮತದಾರರ ಪಟ್ಟಿ ಪರಿಷ್ಕರಣೆ ಕಾರ್ಯ ಆರಂಭವಾಗಿದ್ದು ಜನವರಿ ಅಂತ್ಯದೊಳಗೆ ಪೂರ್ಣಗೊಳ್ಳಲಿದೆ. ಅಗತ್ಯ ಸಿಬ್ಬಂದಿ ನಿಯೋಜನೆ ಹಾಗೂ ತರಬೇತಿ ಕುರಿತು ಜಿಲ್ಲಾಧಿಕಾರಿಗಳಿಗೆ ಸೂಚನೆ ನೀಡಲಾಗಿದೆ. xyxy=(208,469,360,568)
article-body: ಕಾಂಗ್ರೆಸ್ ನೇತೃತ್ವದ ಒಕ್ಕೂಟ ಸಂವಿಧಾನದ ಹೆಸರಿನಲ್ಲಿ ಸಂಸ್ಥೆಗಳ ವಿಶ್ವಾಸಾರ್ಹತೆ ಕುಗ್ಗಿಸುತ್ತಿದೆ; ಜನರೇ ಇದಕ್ಕೆ ತಕ್ಕ ಪಾಠ ಕಲಿಸುತ್ತಾರೆ ಎಂದು ವಕ್ತಾರರು ಹೇಳಿದರು. xyxy=(820,865,936,893)
divider xyxy=(551,838,552,1138)
horoscope-entry: ♊ ಮಿಥುನ ಕುಟುಂಬದಲ್ಲಿ ಸಂತಸದ ವಾತಾವರಣ. ಹಣಕಾಸು ನಿರ್ವಹಣೆಯಲ್ಲಿ ಎಚ್ಚರ. ಸ್ನೇಹಿತರ ನೆರವು ಸಿಗುವುದು. xyxy=(30,724,113,783)
speech-bubble: ಯಾವುದಕ್ಕೂ ಇರಲಿ, ನೀವೂ ಸೋಲು ಒಪ್ಪಿಕೊಳ್ಳೋದನ್ನು ಮೊದಲು ಕಲಿಯಿರಿ! xyxy=(199,175,337,253)
paper-tagline: ಸತ್ಯ ನಿಷ್ಠ ನಿರ್ಭೀತ xyxy=(94,46,133,53)
ad-banner-line1: ಸಮರ್ಥ ಭಾರತಕ್ಕಾಗಿ xyxy=(793,96,881,111)
lead-right-area xyxy=(368,468,692,709)
magenta-dot xyxy=(100,1444,108,1452)
divider xyxy=(806,1288,936,1289)
horoscope-entry: ♐ ಧನು ಕಲಾವಿದರಿಗೆ ಉತ್ತಮ ಅವಕಾಶ. ಹಣದ ವ್ಯವಹಾರದಲ್ಲಿ ಎಚ್ಚರ. ಯೋಜನೆ ನಿಧಾನ ಗತಿ ಪಡೆಯುವುದು. xyxy=(113,724,196,783)
article-foreign-statues xyxy=(806,1294,936,1436)
zodiac-icon: ♌ xyxy=(30,845,44,859)
article-bvv xyxy=(700,378,936,830)
lead-col-1 xyxy=(208,468,360,709)
zodiac-icon: ♓ xyxy=(119,899,133,913)
horoscope-entry: ♉ ವೃಷಭ ಉದ್ಯೋಗದಲ್ಲಿ ಒತ್ತಡ ಹೆಚ್ಚು. ಆರೋಗ್ಯದ ಕಡೆ ಗಮನವಿರಲಿ. ಪ್ರಯಾಣ ಫಲಪ್ರದ. ವ್ಯವಹಾರದಲ್ಲಿ ಲಾಭ. xyxy=(30,660,113,719)
zodiac-icon: ♒ xyxy=(119,845,133,859)
print-registration-marks xyxy=(88,1444,132,1452)
box-title: ಯತೀಂದ್ರ ಹೈಕಮಾಂಡ್? xyxy=(707,679,798,692)
magenta-dot xyxy=(874,1444,882,1452)
article-headline: ದಿಲ್ಲಿಯಲ್ಲಿಂದು ಮತಗಳ್ಳರ ವಿರುದ್ಧ ಬೃಹತ್ ಪ್ರತಿಭಟನೆ xyxy=(621,991,871,1008)
paper-name: ಹೊಸ ದಿಗಂತ xyxy=(92,16,198,44)
zodiac-icon: ♊ xyxy=(30,726,44,740)
article-headline: ಸಭಾಪತಿ ಸ್ಥಾನದ ಗೌರವ ಹೆಚ್ಚಿಸಿದ ಹೊರಟ್ಟಿ: ಸಿಎಂ xyxy=(556,86,658,118)
article-col xyxy=(167,1148,305,1436)
divider xyxy=(201,378,202,1138)
cartoon-caption: ಎಸ್‌ಐಆರ್ ವಿರುದ್ಧ ಸೋಲದೆ ನಿಲ್ಲಿ: ದೀದಿ xyxy=(188,128,306,138)
quote-signature: – ಸಂಗ್ರಹ xyxy=(165,471,187,479)
dateline: ತಿರುವನಂತಪುರ: xyxy=(30,1189,67,1196)
black-dot xyxy=(898,1444,906,1452)
horoscope-footer xyxy=(30,954,196,995)
horoscope-entry: ♎ ತುಲಾ ನಿರೀಕ್ಷಿತ ಕಾರ್ಯ ಸಿದ್ಧಿಸುವುದು. ಬಂಧುಗಳ ಭೇಟಿ ಸಂತಸ ತರುವುದು. ವೆಚ್ಚ ಹೆಚ್ಚು. ಎಚ್ಚರಿಕೆ ಇರಲಿ. xyxy=(113,596,196,655)
horoscope-entry: ♒ ಕುಂಭ ಸಕಾರಾತ್ಮಕ ಬೆಳವಣಿಗೆ ನಿರೀಕ್ಷೆ. ಆಪ್ತರ ಸಲಹೆ ಪಾಲಿಸಿ. ಆರೋಗ್ಯದ ಕಡೆ ಗಮನ ಇರಲಿ. ಜಯ. xyxy=(113,843,196,893)
zodiac-icon: ♉ xyxy=(30,662,44,676)
yatindra-box xyxy=(700,672,936,773)
